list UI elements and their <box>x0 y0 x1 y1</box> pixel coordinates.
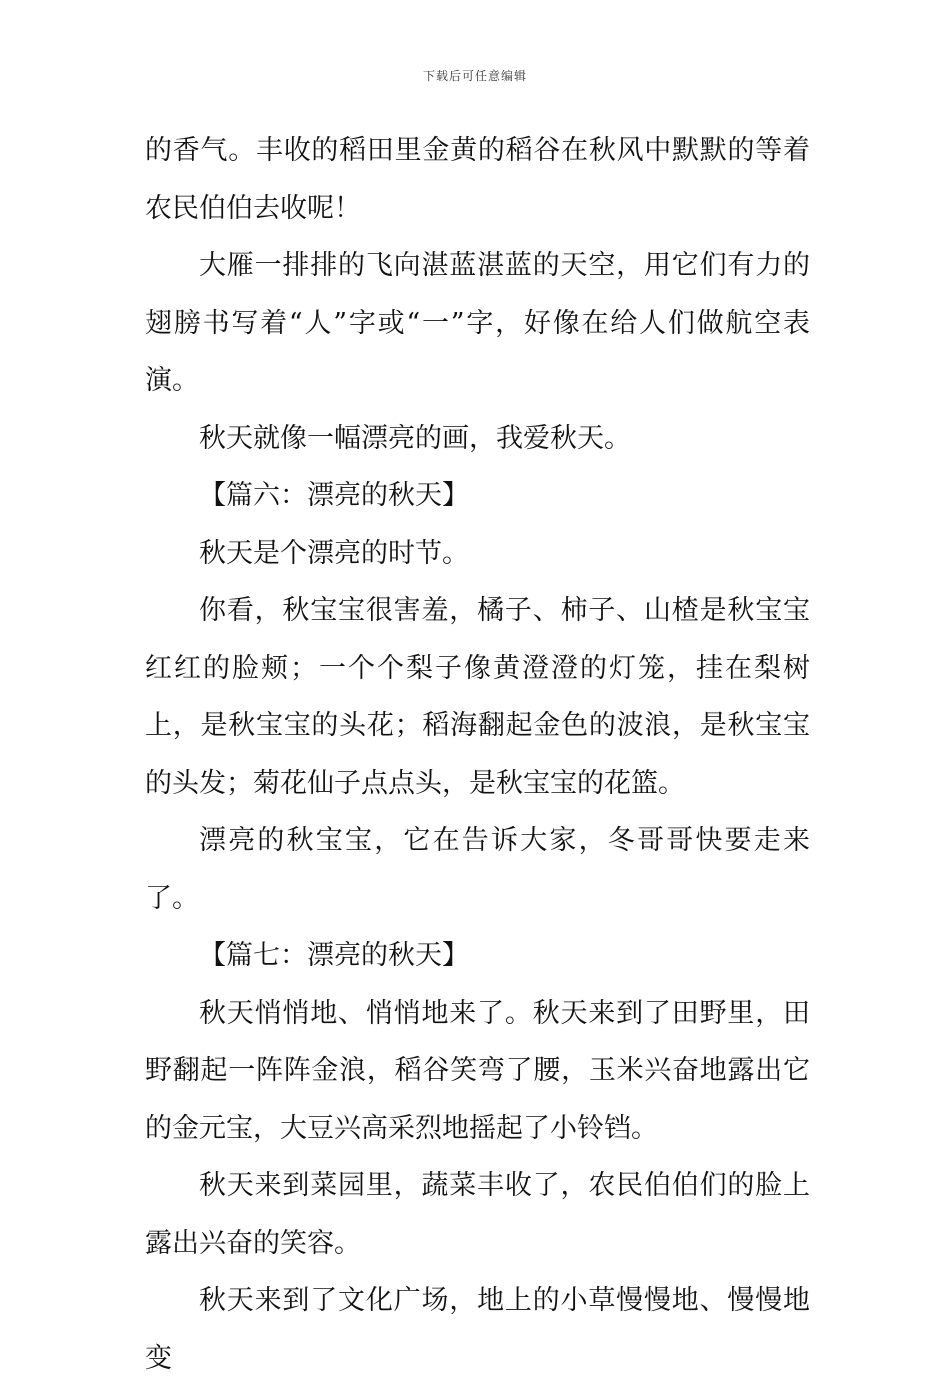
paragraph-3: 秋天就像一幅漂亮的画，我爱秋天。 <box>199 422 631 454</box>
paragraph-9: 秋天来到了文化广场，地上的小草慢慢地、慢慢地变 <box>145 1285 810 1374</box>
section-heading-6: 【篇六：漂亮的秋天】 <box>199 480 469 511</box>
paragraph-2: 大雁一排排的飞向湛蓝湛蓝的天空，用它们有力的翅膀书写着“人”字或“一”字，好像在给人们做航空表演。 <box>145 250 810 396</box>
paragraph-5: 你看，秋宝宝很害羞，橘子、柿子、山楂是秋宝宝红红的脸颊；一个个梨子像黄澄澄的灯笼，挂在梨树上，是秋宝宝的头花；稻海翻起金色的波浪，是秋宝宝的头发；菊花仙子点点头，是秋宝宝的花篮。 <box>145 595 810 799</box>
section-heading-7: 【篇七：漂亮的秋天】 <box>199 940 469 971</box>
paragraph-7: 秋天悄悄地、悄悄地来了。秋天来到了田野里，田野翻起一阵阵金浪，稻谷笑弯了腰，玉米兴奋地露出它的金元宝，大豆兴高采烈地摇起了小铃铛。 <box>145 997 810 1144</box>
paragraph-8: 秋天来到菜园里，蔬菜丰收了，农民伯伯们的脸上露出兴奋的笑容。 <box>145 1170 810 1259</box>
paragraph-6: 漂亮的秋宝宝，它在告诉大家，冬哥哥快要走来了。 <box>145 825 810 914</box>
page-header: 下载后可任意编辑 <box>422 69 527 83</box>
paragraph-1: 的香气。丰收的稻田里金黄的稻谷在秋风中默默的等着农民伯伯去收呢！ <box>145 135 810 224</box>
document-body <box>145 122 810 1387</box>
paragraph-4: 秋天是个漂亮的时节。 <box>199 537 469 569</box>
